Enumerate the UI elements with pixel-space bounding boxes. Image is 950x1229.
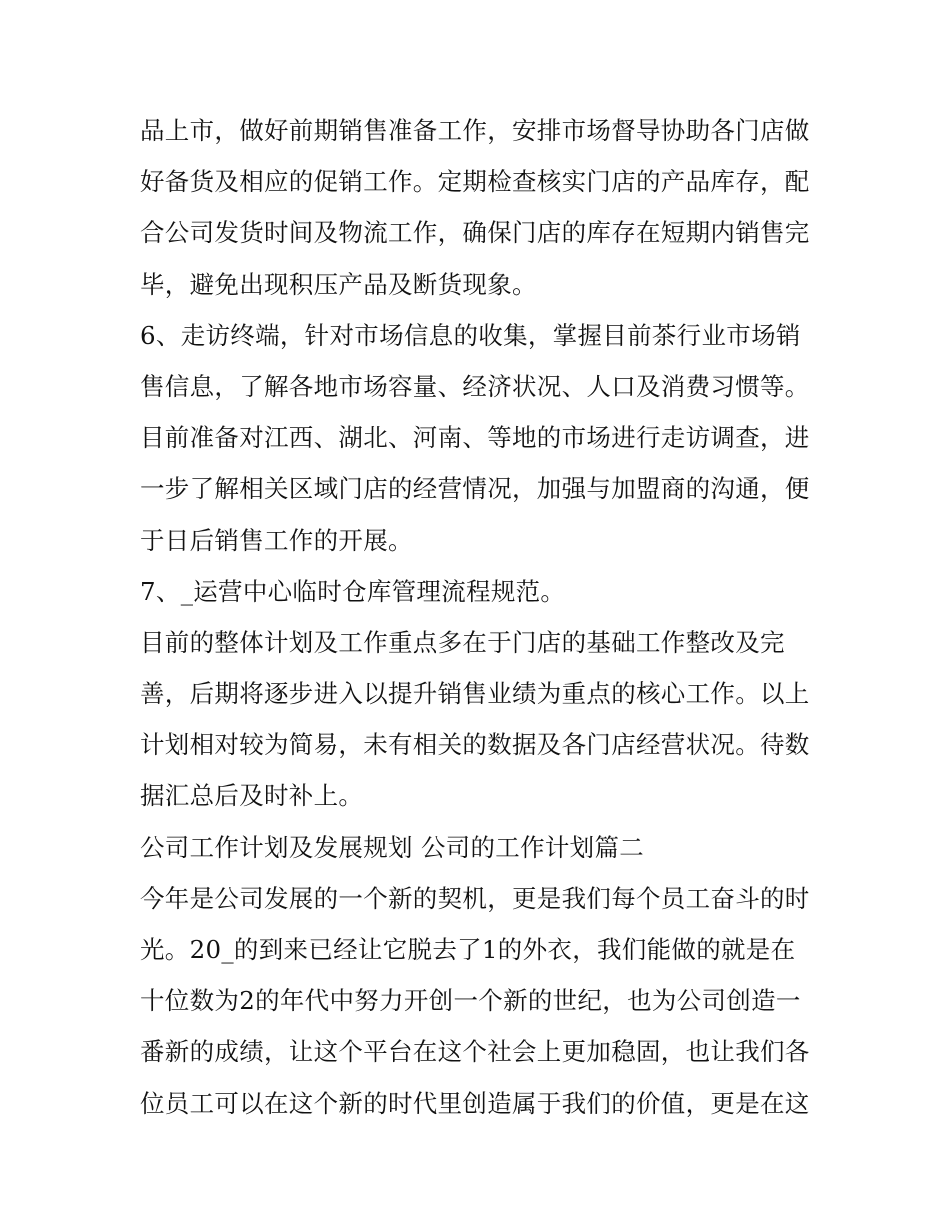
text-line: 于日后销售工作的开展。 — [140, 525, 413, 555]
list-item-7: 7、_运营中心临时仓库管理流程规范。 — [140, 576, 566, 606]
list-item-6: 6、走访终端，针对市场信息的收集，掌握目前茶行业市场销 — [140, 320, 801, 350]
text-line: 十位数为2的年代中努力开创一个新的世纪，也为公司创造一 — [140, 986, 801, 1016]
text-line: 品上市，做好前期销售准备工作，安排市场督导协助各门店做 — [140, 116, 810, 145]
text-line: 善，后期将逐步进入以提升销售业绩为重点的核心工作。以上 — [140, 679, 810, 709]
text-line: 光。20_的到来已经让它脱去了1的外衣，我们能做的就是在 — [140, 935, 796, 964]
document-body — [140, 105, 830, 1129]
text-line: 毕，避免出现积压产品及断货现象。 — [140, 269, 537, 299]
text-line: 一步了解相关区域门店的经营情况，加强与加盟商的沟通，便 — [140, 474, 810, 504]
text-line: 目前的整体计划及工作重点多在于门店的基础工作整改及完 — [140, 627, 785, 657]
text-line: 今年是公司发展的一个新的契机，更是我们每个员工奋斗的时 — [140, 883, 810, 913]
text-line: 据汇总后及时补上。 — [140, 781, 364, 811]
text-line: 好备货及相应的促销工作。定期检查核实门店的产品库存，配 — [140, 167, 810, 197]
text-line: 番新的成绩，让这个平台在这个社会上更加稳固，也让我们各 — [140, 1037, 810, 1067]
text-line: 合公司发货时间及物流工作，确保门店的库存在短期内销售完 — [140, 218, 810, 248]
text-line: 计划相对较为简易，未有相关的数据及各门店经营状况。待数 — [140, 730, 810, 760]
section-heading: 公司工作计划及发展规划 公司的工作计划篇二 — [140, 832, 645, 862]
text-line: 目前准备对江西、湖北、河南、等地的市场进行走访调查，进 — [140, 423, 810, 453]
text-line: 售信息，了解各地市场容量、经济状况、人口及消费习惯等。 — [140, 371, 810, 401]
text-line: 位员工可以在这个新的时代里创造属于我们的价值，更是在这 — [140, 1088, 810, 1118]
